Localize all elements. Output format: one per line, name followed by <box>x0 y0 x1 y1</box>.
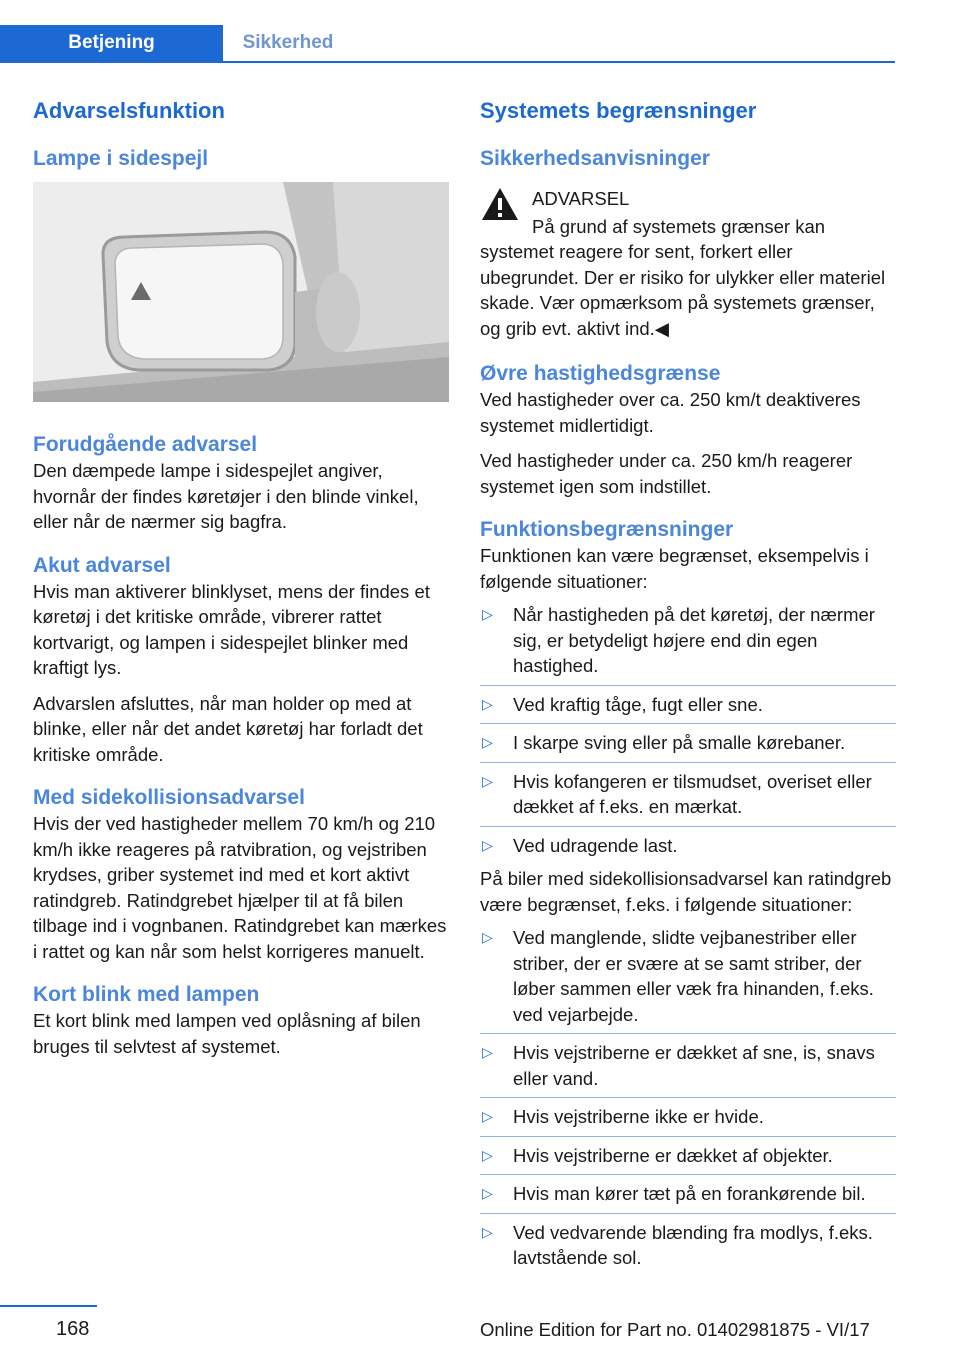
akut-advarsel-text-1: Hvis man aktiverer blinklyset, mens der findes et køretøj i det kritiske område, vibrerer rattet kortvarigt, og lampen i sidespejlet blinker med kraftigt lys. <box>33 580 430 678</box>
list-item: ▷ Hvis vejstriberne er dækket af objekter. <box>480 1136 896 1175</box>
function-limits-heading: Funktionsbegrænsninger <box>480 518 734 541</box>
steering-situations-list <box>480 919 896 1277</box>
function-limits-intro: Funktionen kan være begrænset, eksempelvis i følgende situationer: <box>480 545 869 592</box>
bullet-arrow-icon: ▷ <box>482 929 493 945</box>
tab-sikkerhed[interactable]: Sikkerhed <box>242 32 334 53</box>
edition-note: Online Edition for Part no. 01402981875 - VI/17 <box>480 1319 870 1340</box>
kort-blink-heading: Kort blink med lampen <box>33 983 260 1006</box>
situations-list <box>480 596 896 864</box>
speed-limit-text-1: Ved hastigheder over ca. 250 km/t deaktiveres systemet midlertidigt. <box>480 389 861 436</box>
list-item: ▷ Hvis vejstriberne er dækket af sne, is, snavs eller vand. <box>480 1033 896 1097</box>
list-item: ▷ Når hastigheden på det køretøj, der nærmer sig, er betydeligt højere end din egen hastighed. <box>482 604 875 676</box>
safety-subtitle: Sikkerhedsanvisninger <box>480 147 710 170</box>
speed-limit-heading: Øvre hastighedsgrænse <box>480 362 721 385</box>
bullet-arrow-icon: ▷ <box>482 606 493 622</box>
bullet-arrow-icon: ▷ <box>482 1185 493 1201</box>
sidekollision-heading: Med sidekollisionsadvarsel <box>33 786 305 809</box>
warning-triangle-icon <box>480 186 520 222</box>
steering-limits-intro: På biler med sidekollisionsadvarsel kan ratindgreb være begrænset, f.eks. i følgende situationer: <box>480 868 892 915</box>
page-number: 168 <box>56 1318 90 1340</box>
warning-label: ADVARSEL <box>532 188 630 209</box>
sidekollision-text: Hvis der ved hastigheder mellem 70 km/h og 210 km/h ikke reageres på ratvibration, og vejstriben krydses, griber systemet ind med et kort aktivt ratindgreb. Ratindgrebet hjælper til at få bilen tilbage ind i vognbanen. Ratindgrebet kan mærkes i rattet og kan når som helst korrigeres manuelt. <box>33 813 447 962</box>
bullet-arrow-icon: ▷ <box>482 695 493 712</box>
subsection-title: Lampe i sidespejl <box>33 147 209 170</box>
chapter-tabs <box>0 25 895 61</box>
forudgaaende-advarsel-heading: Forudgående advarsel <box>33 433 258 456</box>
warning-text: På grund af systemets grænser kan systemet reagere for sent, forkert eller ubegrundet. Der er risiko for ulykker eller materiel skade. Vær opmærksom på systemets grænser, og grib evt. aktivt ind.◀ <box>480 215 886 339</box>
akut-advarsel-text-2: Advarslen afsluttes, når man holder op med at blinke, eller når det andet køretøj har forladt det kritiske område. <box>33 692 423 765</box>
list-item: ▷ Ved udragende last. <box>480 826 896 865</box>
forudgaaende-advarsel-text: Den dæmpede lampe i sidespejlet angiver, hvornår der findes køretøjer i den blinde vinkel, eller når de nærmer sig bagfra. <box>33 460 419 532</box>
list-item: ▷ Hvis kofangeren er tilsmudset, overiset eller dækket af f.eks. en mærkat. <box>480 762 896 826</box>
kort-blink-text: Et kort blink med lampen ved oplåsning af bilen bruges til selvtest af systemet. <box>33 1010 421 1057</box>
bullet-arrow-icon: ▷ <box>482 1108 493 1124</box>
list-item: ▷ Hvis vejstriberne ikke er hvide. <box>480 1097 896 1136</box>
tab-betjening[interactable]: Betjening <box>0 25 223 61</box>
footer-rule <box>0 1305 97 1307</box>
bullet-arrow-icon: ▷ <box>482 1223 493 1240</box>
bullet-arrow-icon: ▷ <box>482 1146 493 1163</box>
bullet-arrow-icon: ▷ <box>482 836 493 853</box>
limits-title: Systemets begrænsninger <box>480 98 757 123</box>
list-item: ▷ Ved kraftig tåge, fugt eller sne. <box>480 685 896 724</box>
list-item: ▷ Ved manglende, slidte vejbanestriber eller striber, der er svære at se samt striber, der løber sammen eller væk fra hinanden, f.eks. ved vejarbejde. <box>482 927 874 1025</box>
list-item: ▷ Ved vedvarende blænding fra modlys, f.eks. lavtstående sol. <box>480 1213 896 1277</box>
list-item: ▷ Hvis man kører tæt på en forankørende bil. <box>480 1174 896 1213</box>
akut-advarsel-heading: Akut advarsel <box>33 553 171 577</box>
speed-limit-text-2: Ved hastigheder under ca. 250 km/h reagerer systemet igen som indstillet. <box>480 450 853 497</box>
section-title: Advarselsfunktion <box>33 98 225 123</box>
list-item: ▷ I skarpe sving eller på smalle kørebaner. <box>480 723 896 762</box>
header-rule <box>0 61 895 63</box>
bullet-arrow-icon: ▷ <box>482 772 493 789</box>
right-column <box>480 98 896 1277</box>
warning-block <box>480 186 896 341</box>
bullet-arrow-icon: ▷ <box>482 1044 493 1060</box>
bullet-arrow-icon: ▷ <box>482 734 493 750</box>
side-mirror-illustration <box>33 182 449 402</box>
left-column <box>33 98 449 1069</box>
